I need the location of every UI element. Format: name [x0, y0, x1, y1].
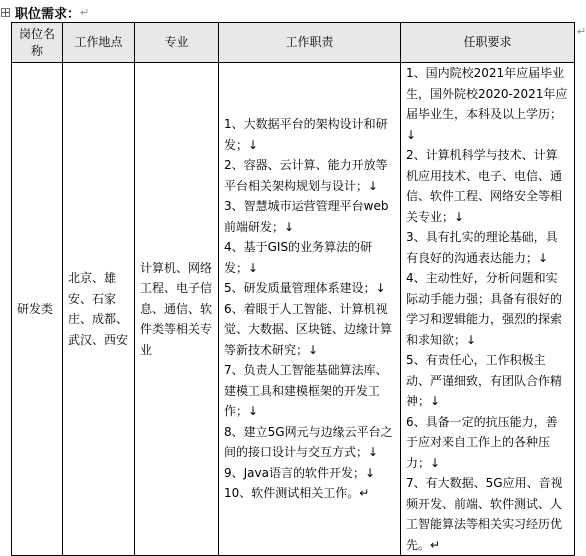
duty-item: 8、建立5G网元与边缘云平台之间的接口设计与交互方式；↓ — [224, 424, 393, 460]
duty-item: 10、软件测试相关工作。↵ — [224, 486, 370, 501]
duty-item: 6、着眼于人工智能、计算机视觉、大数据、区块链、边缘计算等新技术研究；↓ — [224, 301, 393, 357]
cell-location: 北京、雄安、石家庄、成都、武汉、西安 — [63, 63, 135, 556]
duty-item: 4、基于GIS的业务算法的研发；↓ — [224, 240, 373, 275]
requirement-item: 2、计算机科学与技术、计算机应用技术、电子、电信、通信、软件工程、网络安全等相关专业；↓ — [406, 148, 563, 224]
header-position: 岗位名称 — [12, 23, 63, 63]
table-move-handle-icon[interactable] — [1, 8, 10, 17]
requirement-item: 4、主动性好，分析问题和实际动手能力强；具备有很好的学习和逻辑能力，强烈的探索和求知欲；↓ — [406, 271, 563, 347]
requirement-item: 3、具有扎实的理论基础，具有良好的沟通表达能力；↓ — [406, 230, 558, 265]
header-major: 专业 — [135, 23, 219, 63]
duty-item: 9、Java语言的软件开发；↓ — [224, 465, 376, 480]
duty-item: 1、大数据平台的架构设计和研发；↓ — [224, 117, 388, 152]
job-requirements-table — [11, 22, 575, 556]
requirement-item: 1、国内院校2021年应届毕业生，国外院校2020-2021年应届毕业生，本科及以上学历；↓ — [406, 66, 568, 142]
cell-position: 研发类 — [12, 63, 63, 556]
header-duties: 工作职责 — [219, 23, 401, 63]
duty-item: 2、容器、云计算、能力开放等平台相关架构规划与设计；↓ — [224, 158, 388, 193]
cell-major: 计算机、网络工程、电子信息、通信、软件类等相关专业 — [135, 63, 219, 556]
requirement-item: 7、有大数据、5G应用、音视频开发、前端、软件测试、人工智能算法等相关实习经历优先。↵ — [406, 476, 563, 552]
table-header-row — [12, 23, 575, 63]
requirement-item: 6、具备一定的抗压能力，善于应对来自工作上的各种压力；↓ — [406, 414, 558, 470]
header-location: 工作地点 — [63, 23, 135, 63]
duty-item: 5、研发质量管理体系建设；↓ — [224, 281, 386, 296]
page-heading — [0, 2, 89, 22]
paragraph-mark-icon: ↵ — [80, 5, 90, 19]
requirement-item: 5、有责任心，工作积极主动、严谨细致，有团队合作精神；↓ — [406, 353, 563, 408]
cell-duties — [219, 63, 401, 556]
duty-item: 3、智慧城市运营管理平台web前端研发；↓ — [224, 199, 389, 234]
cell-requirements — [401, 63, 575, 556]
page-title: 职位需求： — [15, 6, 81, 22]
duty-item: 7、负责人工智能基础算法库、建模工具和建模框架的开发工作；↓ — [224, 363, 388, 419]
table-row — [12, 63, 575, 556]
row-end-mark-icon: ↵ — [577, 25, 586, 38]
header-requirements: 任职要求 — [401, 23, 575, 63]
